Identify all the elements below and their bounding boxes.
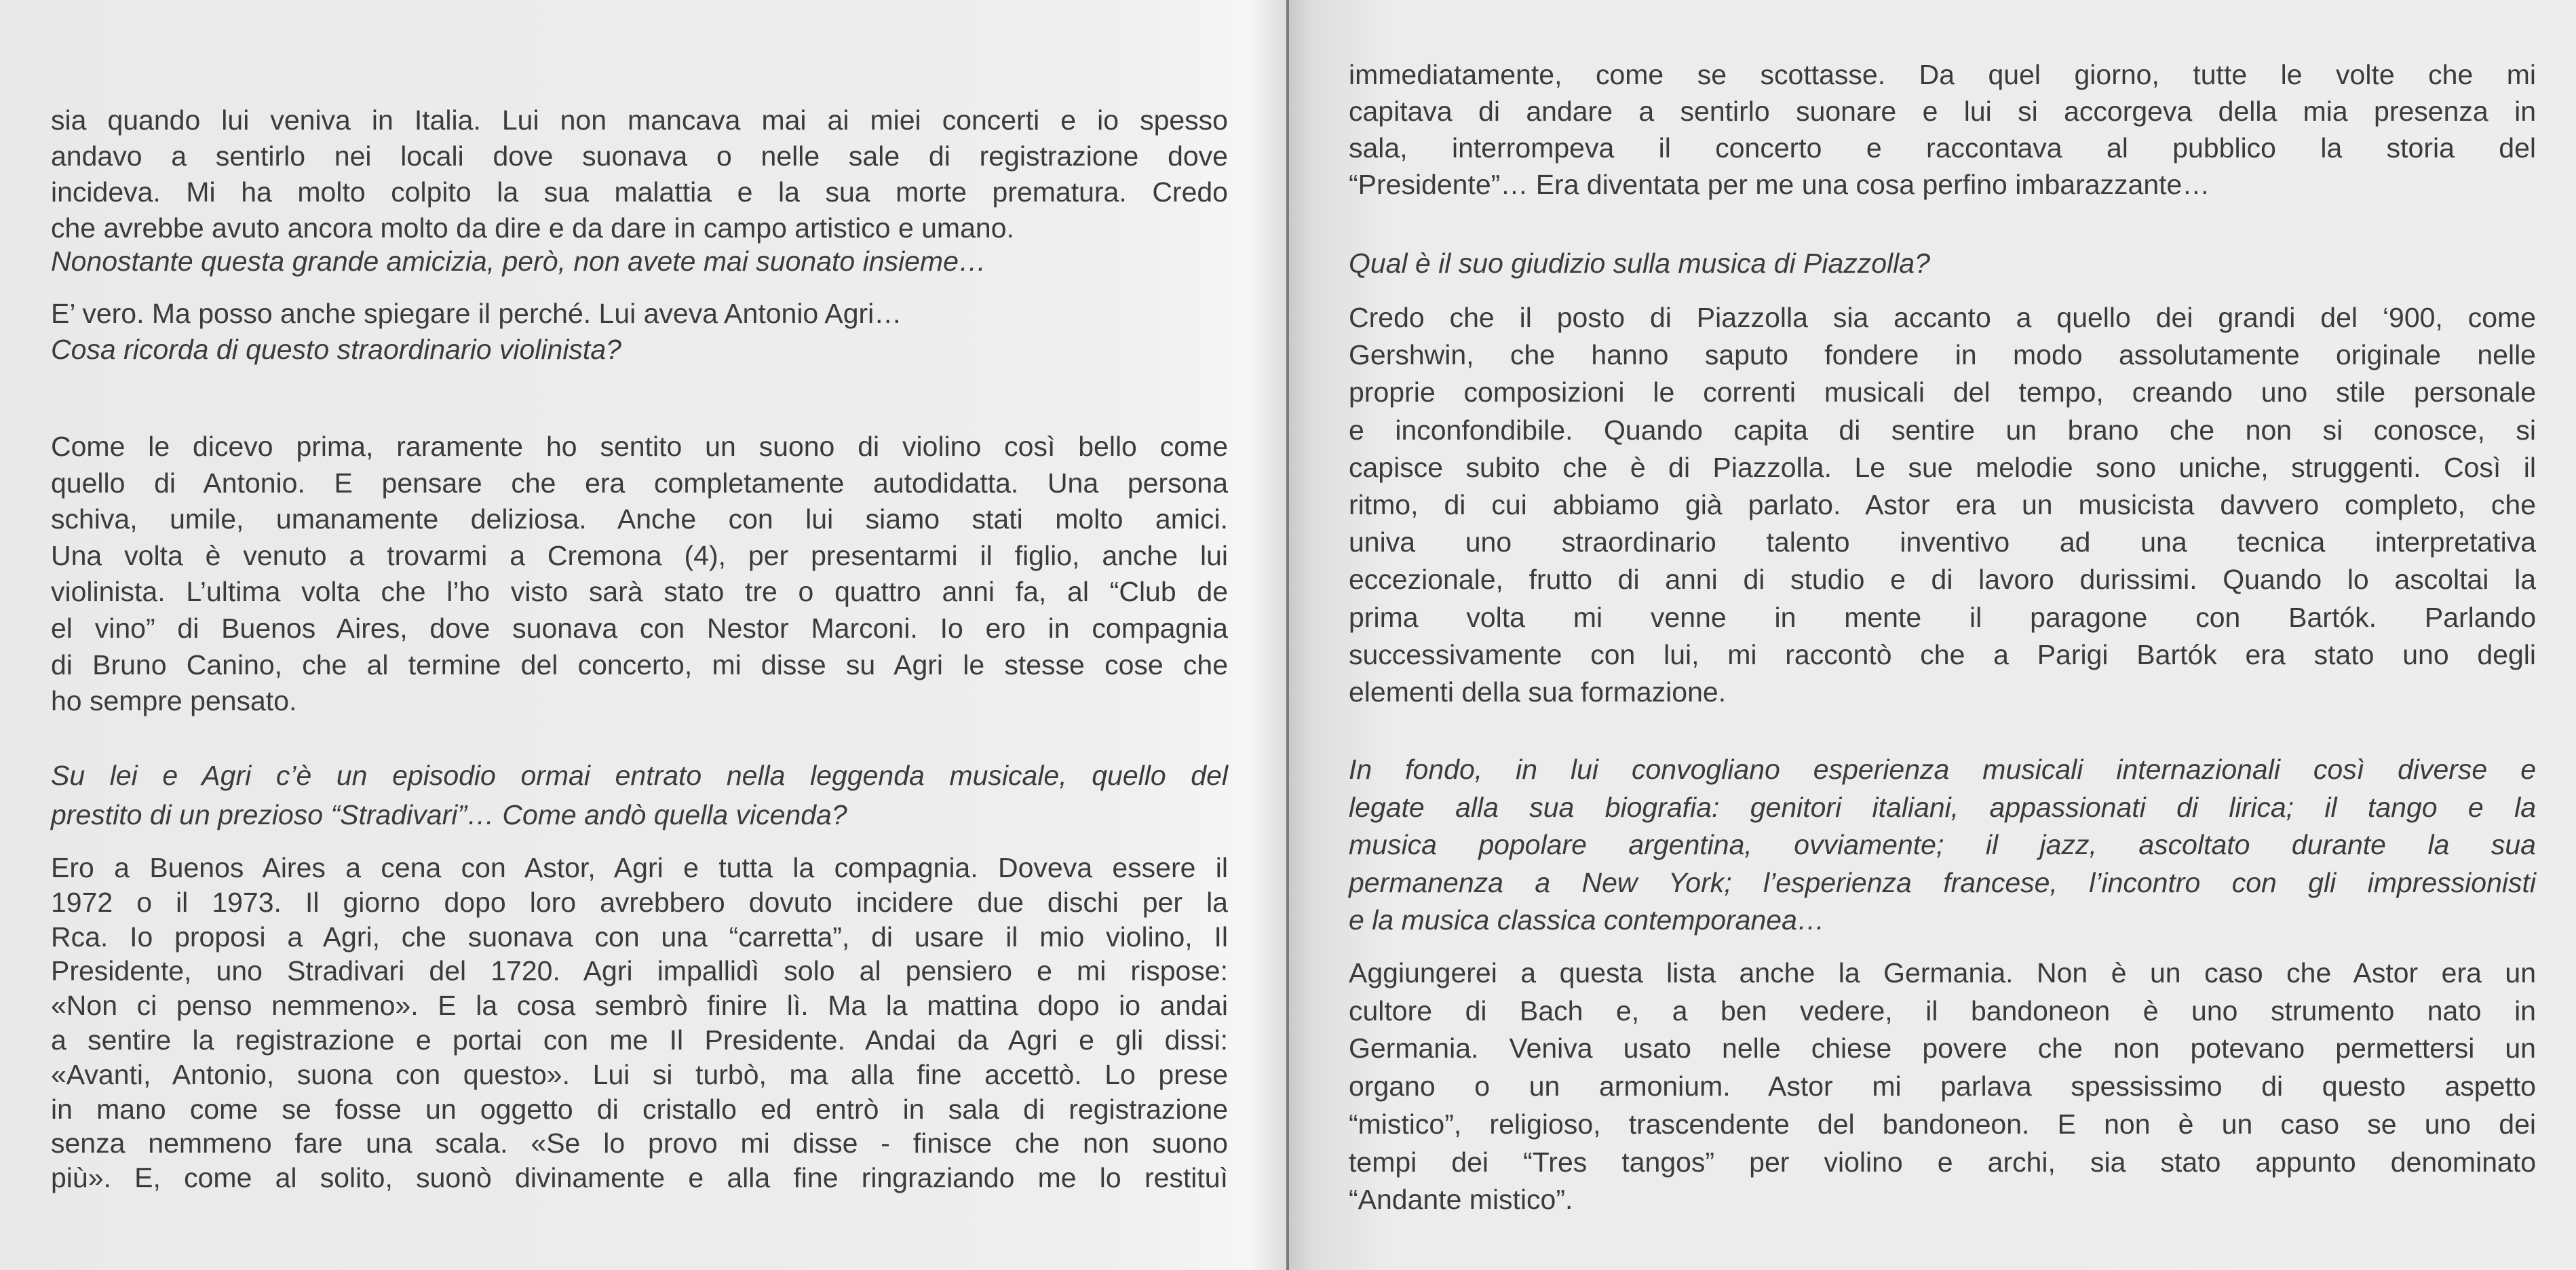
text-line: ritmo, di cui abbiamo già parlato. Astor era un musicista davvero completo, che bbox=[1349, 489, 2536, 521]
text-line: E’ vero. Ma posso anche spiegare il perché. Lui aveva Antonio Agri… bbox=[51, 298, 902, 329]
text-line: musica popolare argentina, ovviamente; il jazz, ascoltato durante la sua bbox=[1349, 829, 2536, 860]
left-question-2 bbox=[51, 332, 1228, 368]
text-line: Una volta è venuto a trovarmi a Cremona (4), per presentarmi il figlio, anche lui bbox=[51, 539, 1228, 571]
text-line: sia quando lui veniva in Italia. Lui non mancava mai ai miei concerti e io spesso bbox=[51, 104, 1228, 136]
text-line: Aggiungerei a questa lista anche la Germania. Non è un caso che Astor era un bbox=[1349, 957, 2536, 988]
right-answer-2 bbox=[1349, 955, 2536, 1219]
text-line: ho sempre pensato. bbox=[51, 685, 297, 717]
text-line: eccezionale, frutto di anni di studio e di lavoro durissimi. Quando lo ascoltai la bbox=[1349, 564, 2536, 596]
text-line: in mano come se fosse un oggetto di cristallo ed entrò in sala di registrazione bbox=[51, 1093, 1228, 1125]
text-line: capitava di andare a sentirlo suonare e lui si accorgeva della mia presenza in bbox=[1349, 96, 2536, 127]
text-line: prima volta mi venne in mente il paragone con Bartók. Parlando bbox=[1349, 601, 2536, 633]
text-line: el vino” di Buenos Aires, dove suonava con Nestor Marconi. Io ero in compagnia bbox=[51, 612, 1228, 644]
left-question-1 bbox=[51, 244, 1228, 280]
text-line: Germania. Veniva usato nelle chiese povere che non potevano permettersi un bbox=[1349, 1033, 2536, 1064]
right-question-2 bbox=[1349, 751, 2536, 940]
text-line: violinista. L’ultima volta che l’ho visto sarà stato tre o quattro anni fa, al “Club de bbox=[51, 576, 1228, 608]
text-line: e la musica classica contemporanea… bbox=[1349, 904, 1825, 936]
right-answer-1 bbox=[1349, 299, 2536, 711]
text-line: Qual è il suo giudizio sulla musica di Piazzolla? bbox=[1349, 248, 1930, 279]
text-line: senza nemmeno fare una scala. «Se lo provo mi disse - finisce che non suono bbox=[51, 1128, 1228, 1159]
text-line: prestito di un prezioso “Stradivari”… Come andò quella vicenda? bbox=[51, 799, 847, 830]
text-line: schiva, umile, umanamente deliziosa. Anche con lui siamo stati molto amici. bbox=[51, 503, 1228, 535]
left-answer-2 bbox=[51, 429, 1228, 720]
text-line: Come le dicevo prima, raramente ho sentito un suono di violino così bello come bbox=[51, 431, 1228, 462]
text-line: In fondo, in lui convogliano esperienza musicali internazionali così diverse e bbox=[1349, 754, 2536, 785]
text-line: cultore di Bach e, a ben vedere, il bandoneon è uno strumento nato in bbox=[1349, 995, 2536, 1026]
text-line: “Andante mistico”. bbox=[1349, 1184, 1573, 1216]
text-line: permanenza a New York; l’esperienza francese, l’incontro con gli impressionisti bbox=[1349, 866, 2536, 898]
right-question-1 bbox=[1349, 245, 2536, 282]
text-line: Rca. Io proposi a Agri, che suonava con una “carretta”, di usare il mio violino, Il bbox=[51, 921, 1228, 952]
text-line: Credo che il posto di Piazzolla sia accanto a quello dei grandi del ‘900, come bbox=[1349, 302, 2536, 333]
text-line: Cosa ricorda di questo straordinario violinista? bbox=[51, 334, 621, 365]
text-line: immediatamente, come se scottasse. Da quel giorno, tutte le volte che mi bbox=[1349, 59, 2536, 90]
text-line: Gershwin, che hanno saputo fondere in modo assolutamente originale nelle bbox=[1349, 339, 2536, 371]
text-line: e inconfondibile. Quando capita di sentire un brano che non si conosce, si bbox=[1349, 414, 2536, 446]
text-line: incideva. Mi ha molto colpito la sua malattia e la sua morte prematura. Credo bbox=[51, 176, 1228, 208]
text-line: «Avanti, Antonio, suona con questo». Lui si turbò, ma alla fine accettò. Lo prese bbox=[51, 1058, 1228, 1090]
text-line: «Non ci penso nemmeno». E la cosa sembrò finire lì. Ma la mattina dopo io andai bbox=[51, 990, 1228, 1022]
text-line: Ero a Buenos Aires a cena con Astor, Agri e tutta la compagnia. Doveva essere il bbox=[51, 852, 1228, 883]
text-line: più». E, come al solito, suonò divinamente e alla fine ringraziando me lo restituì bbox=[51, 1162, 1228, 1194]
text-line: Nonostante questa grande amicizia, però, non avete mai suonato insieme… bbox=[51, 246, 986, 277]
left-paragraph-1 bbox=[51, 102, 1228, 246]
text-line: successivamente con lui, mi raccontò che a Parigi Bartók era stato uno degli bbox=[1349, 638, 2536, 670]
text-line: Presidente, uno Stradivari del 1720. Agri impallidì solo al pensiero e mi rispose: bbox=[51, 955, 1228, 987]
text-line: Su lei e Agri c’è un episodio ormai entrato nella leggenda musicale, quello del bbox=[51, 760, 1228, 791]
text-line: legate alla sua biografia: genitori italiani, appassionati di lirica; il tango e la bbox=[1349, 791, 2536, 823]
text-line: a sentire la registrazione e portai con me Il Presidente. Andai da Agri e gli dissi: bbox=[51, 1024, 1228, 1056]
left-answer-3 bbox=[51, 851, 1228, 1195]
left-question-3 bbox=[51, 756, 1228, 834]
right-paragraph-1 bbox=[1349, 56, 2536, 203]
text-line: che avrebbe avuto ancora molto da dire e da dare in campo artistico e umano. bbox=[51, 212, 1014, 244]
text-line: sala, interrompeva il concerto e raccontava al pubblico la storia del bbox=[1349, 132, 2536, 163]
text-line: univa uno straordinario talento inventivo ad una tecnica interpretativa bbox=[1349, 526, 2536, 558]
text-line: 1972 o il 1973. Il giorno dopo loro avrebbero dovuto incidere due dischi per la bbox=[51, 886, 1228, 918]
text-line: elementi della sua formazione. bbox=[1349, 676, 1727, 708]
text-line: quello di Antonio. E pensare che era completamente autodidatta. Una persona bbox=[51, 467, 1228, 499]
text-line: “Presidente”… Era diventata per me una cosa perfino imbarazzante… bbox=[1349, 169, 2210, 200]
text-line: tempi dei “Tres tangos” per violino e archi, sia stato appunto denominato bbox=[1349, 1146, 2536, 1178]
text-line: proprie composizioni le correnti musicali del tempo, creando uno stile personale bbox=[1349, 377, 2536, 408]
text-line: organo o un armonium. Astor mi parlava spessissimo di questo aspetto bbox=[1349, 1071, 2536, 1102]
booklet-spine bbox=[1286, 0, 1289, 1270]
text-line: “mistico”, religioso, trascendente del bandoneon. E non è un caso se uno dei bbox=[1349, 1108, 2536, 1140]
text-line: di Bruno Canino, che al termine del concerto, mi disse su Agri le stesse cose che bbox=[51, 649, 1228, 680]
text-line: andavo a sentirlo nei locali dove suonava o nelle sale di registrazione dove bbox=[51, 140, 1228, 172]
left-answer-1 bbox=[51, 296, 1228, 332]
text-line: capisce subito che è di Piazzolla. Le sue melodie sono uniche, struggenti. Così il bbox=[1349, 451, 2536, 483]
